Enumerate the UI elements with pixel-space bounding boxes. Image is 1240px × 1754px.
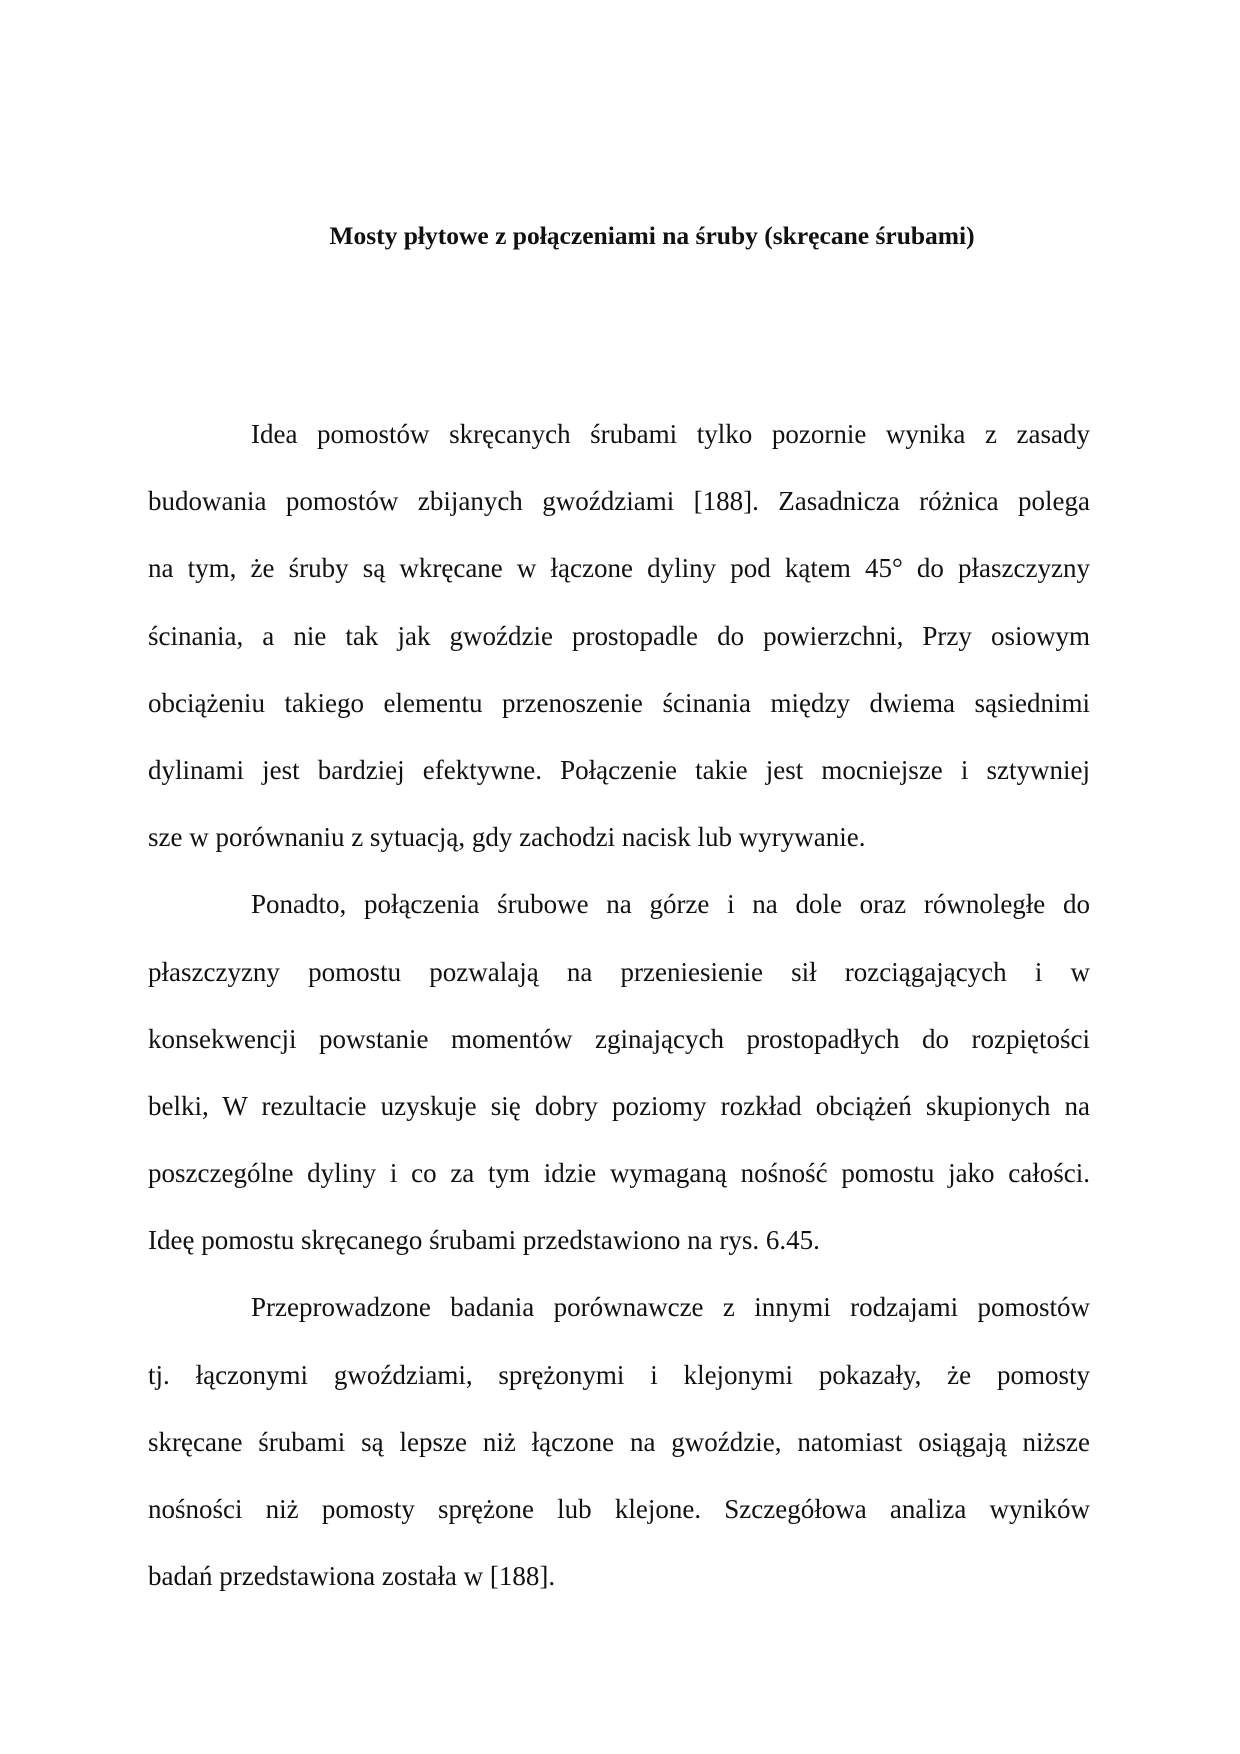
page-title: Mosty płytowe z połączeniami na śruby (skręcane śrubami)	[329, 221, 975, 250]
paragraph-2-line-4: belki, W rezultacie uzyskuje się dobry poziomy rozkład obciążeń skupionych na	[148, 1090, 1090, 1121]
paragraph-3-line-3: skręcane śrubami są lepsze niż łączone na gwoździe, natomiast osiągają niższe	[148, 1426, 1090, 1457]
paragraph-2-line-1: Ponadto, połączenia śrubowe na górze i na dole oraz równoległe do	[251, 889, 1090, 920]
paragraph-3-line-4: nośności niż pomosty sprężone lub klejone. Szczegółowa analiza wyników	[148, 1494, 1090, 1524]
paragraph-3-line-2: tj. łączonymi gwoździami, sprężonymi i klejonymi pokazały, że pomosty	[148, 1359, 1090, 1390]
paragraph-1-line-2: budowania pomostów zbijanych gwoździami [188]. Zasadnicza różnica polega	[148, 486, 1090, 517]
paragraph-1-line-4: ścinania, a nie tak jak gwoździe prostopadle do powierzchni, Przy osiowym	[148, 620, 1090, 651]
paragraph-2-line-6: Ideę pomostu skręcanego śrubami przedstawiono na rys. 6.45.	[148, 1225, 820, 1256]
paragraph-2-line-5: poszczególne dyliny i co za tym idzie wymaganą nośność pomostu jako całości.	[148, 1158, 1090, 1189]
paragraph-1-line-5: obciążeniu takiego elementu przenoszenie ścinania między dwiema sąsiednimi	[148, 687, 1090, 718]
paragraph-3-line-5: badań przedstawiona została w [188].	[148, 1561, 556, 1592]
paragraph-2-line-3: konsekwencji powstanie momentów zginających prostopadłych do rozpiętości	[148, 1023, 1090, 1054]
paragraph-3-line-1: Przeprowadzone badania porównawcze z innymi rodzajami pomostów	[251, 1292, 1090, 1323]
body-text	[148, 412, 1090, 1621]
paragraph-2-line-2: płaszczyzny pomostu pozwalają na przeniesienie sił rozciągających i w	[148, 956, 1090, 987]
paragraph-1-line-1: Idea pomostów skręcanych śrubami tylko pozornie wynika z zasady	[251, 419, 1090, 449]
paragraph-1-line-7: sze w porównaniu z sytuacją, gdy zachodzi nacisk lub wyrywanie.	[148, 822, 866, 853]
paragraph-1-line-3: na tym, że śruby są wkręcane w łączone dyliny pod kątem 45° do płaszczyzny	[148, 553, 1090, 584]
paragraph-1-line-6: dylinami jest bardziej efektywne. Połączenie takie jest mocniejsze i sztywniej	[148, 754, 1090, 785]
